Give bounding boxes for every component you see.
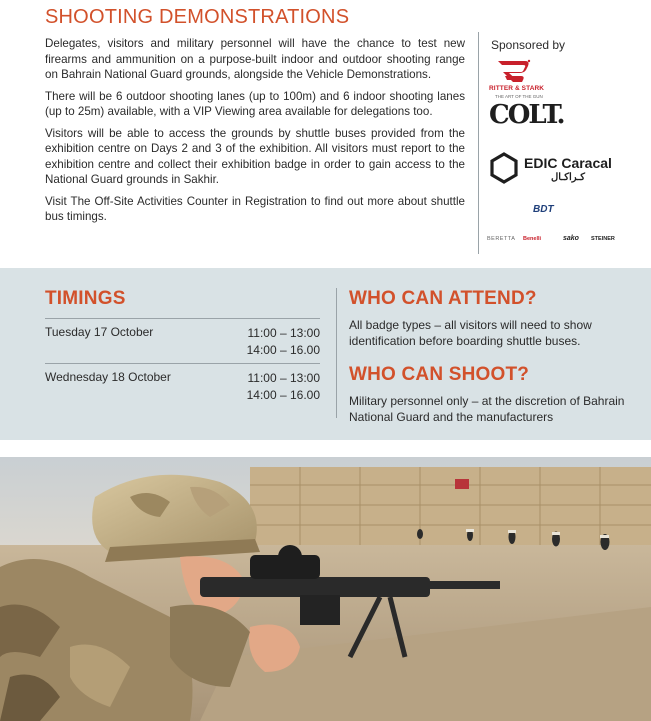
- intro-paragraph: Visitors will be able to access the grounds by shuttle buses provided from the exhibition centre on Days 2 and 3 of the exhibition. All visitors must report to the exhibition centre and collect their exhibition badge in order to gain access to the National Guard grounds in Sakhir.: [45, 126, 465, 186]
- edic-caracal-name: EDIC Caracal: [524, 155, 612, 171]
- edic-caracal-logo: [489, 152, 629, 186]
- info-band: [0, 268, 651, 440]
- timings-title: TIMINGS: [45, 288, 126, 309]
- table-row: [45, 318, 320, 363]
- timing-slot: 11:00 – 13:00: [247, 326, 320, 340]
- shooting-demonstrations-section: [0, 0, 651, 268]
- brand-logos-row: [487, 236, 627, 248]
- timing-times: [247, 325, 320, 359]
- bdt-logo: [533, 204, 573, 218]
- hexagon-icon: [489, 152, 519, 184]
- timing-slot: 14:00 – 16.00: [246, 343, 320, 357]
- soldier-aiming-rifle-image: [0, 457, 651, 721]
- who-can-attend-title: WHO CAN ATTEND?: [349, 288, 537, 309]
- timing-slot: 11:00 – 13:00: [247, 371, 320, 385]
- benelli-logo: Benelli: [523, 236, 542, 242]
- table-row: [45, 363, 320, 408]
- colt-wordmark: COLT.: [489, 100, 564, 130]
- who-can-shoot-title: WHO CAN SHOOT?: [349, 364, 530, 385]
- ritter-stark-mark-icon: [495, 58, 533, 84]
- column-divider: [336, 288, 337, 418]
- ritter-stark-name: RITTER & STARK: [489, 85, 545, 92]
- timing-slot: 14:00 – 16.00: [246, 388, 320, 402]
- timing-day: Tuesday 17 October: [45, 325, 154, 339]
- timing-times: [247, 370, 320, 404]
- ritter-stark-logo: [489, 58, 559, 106]
- steiner-logo: STEINER: [591, 236, 615, 242]
- shooting-range-photo: [0, 457, 651, 721]
- sponsor-panel: [478, 32, 630, 254]
- beretta-logo: BERETTA: [487, 236, 516, 242]
- timings-table: [45, 318, 320, 408]
- timing-day: Wednesday 18 October: [45, 370, 171, 384]
- intro-paragraph: Delegates, visitors and military personnel will have the chance to test new firearms and ammunition on a purpose-built indoor and outdoor shooting range on Bahrain National Guard grounds, alongside the Vehicle Demonstrations.: [45, 37, 465, 81]
- edic-caracal-arabic: كـراكـال: [551, 172, 585, 183]
- intro-paragraph: Visit The Off-Site Activities Counter in Registration to find out more about shuttle bus timings.: [45, 194, 465, 223]
- ritter-stark-tagline: THE ART OF THE GUN: [495, 94, 543, 99]
- who-can-shoot-text: Military personnel only – at the discretion of Bahrain National Guard and the manufacturers: [349, 394, 625, 424]
- intro-text: [45, 36, 465, 231]
- colt-logo: [489, 100, 564, 138]
- who-can-attend-text: All badge types – all visitors will need to show identification before boarding shuttle buses.: [349, 318, 592, 348]
- intro-paragraph: There will be 6 outdoor shooting lanes (up to 100m) and 6 indoor shooting lanes (up to 25m) available, with a VIP Viewing area available for delegations too.: [45, 89, 465, 118]
- section-title: SHOOTING DEMONSTRATIONS: [45, 6, 350, 28]
- sako-logo: sako: [563, 235, 579, 242]
- sponsor-label: Sponsored by: [491, 38, 566, 52]
- bdt-wordmark: BDT: [533, 204, 554, 215]
